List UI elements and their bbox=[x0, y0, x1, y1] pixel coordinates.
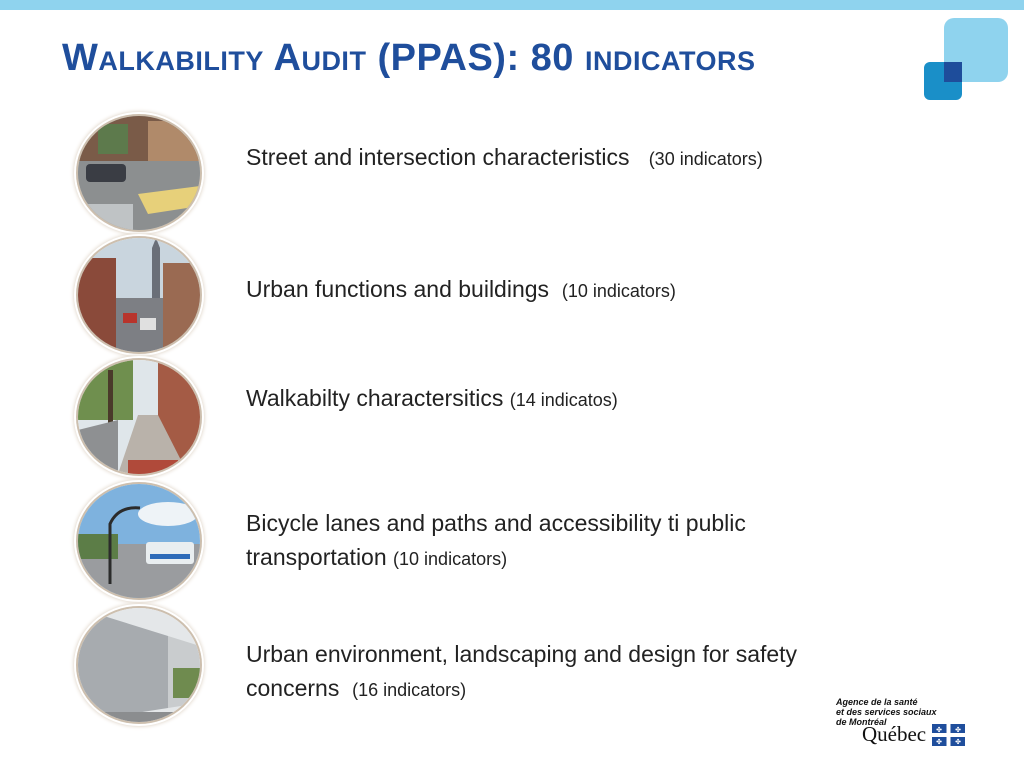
sidewalk-photo bbox=[76, 358, 202, 476]
svg-text:✤: ✤ bbox=[955, 725, 962, 734]
indicator-label-line2: concerns bbox=[246, 675, 340, 701]
bus-stop-photo bbox=[76, 482, 202, 600]
quebec-logo bbox=[862, 722, 965, 747]
svg-text:✤: ✤ bbox=[936, 737, 943, 746]
slide-title: Walkability Audit (PPAS): 80 indicators bbox=[62, 37, 756, 79]
indicator-count: (30 indicators) bbox=[648, 149, 763, 169]
blank-wall-photo bbox=[76, 606, 202, 724]
indicator-count: (16 indicators) bbox=[352, 680, 467, 700]
indicator-count: (10 indicators) bbox=[393, 549, 508, 569]
indicator-label: Street and intersection characteristics bbox=[246, 144, 630, 170]
indicator-item bbox=[246, 381, 886, 417]
quebec-fleur-de-lis-flag-icon bbox=[932, 724, 965, 746]
agency-line: Agence de la santé bbox=[836, 697, 918, 707]
agency-line: de Montréal bbox=[836, 717, 887, 727]
street-intersection-photo bbox=[76, 114, 202, 232]
indicator-item bbox=[246, 272, 886, 308]
indicator-item bbox=[246, 140, 886, 176]
svg-text:✤: ✤ bbox=[955, 737, 962, 746]
indicator-label-line1: Urban environment, landscaping and design for safety bbox=[246, 641, 798, 667]
quebec-wordmark: Québec bbox=[862, 722, 927, 746]
logo-squares-icon bbox=[924, 18, 1009, 102]
top-accent-band bbox=[0, 0, 1024, 10]
indicator-label-line2: transportation bbox=[246, 544, 387, 570]
svg-text:✤: ✤ bbox=[936, 725, 943, 734]
indicator-label: Urban functions and buildings bbox=[246, 276, 550, 302]
agency-line: et des services sociaux bbox=[836, 707, 937, 717]
indicator-label-line1: Bicycle lanes and paths and accessibility ti public bbox=[246, 510, 746, 536]
urban-street-photo bbox=[76, 236, 202, 354]
indicator-item bbox=[246, 637, 886, 707]
indicator-count: (14 indicatos) bbox=[509, 390, 618, 410]
indicator-label: Walkabilty charactersitics bbox=[246, 385, 504, 411]
indicator-count: (10 indicators) bbox=[561, 281, 676, 301]
indicator-item bbox=[246, 506, 886, 576]
